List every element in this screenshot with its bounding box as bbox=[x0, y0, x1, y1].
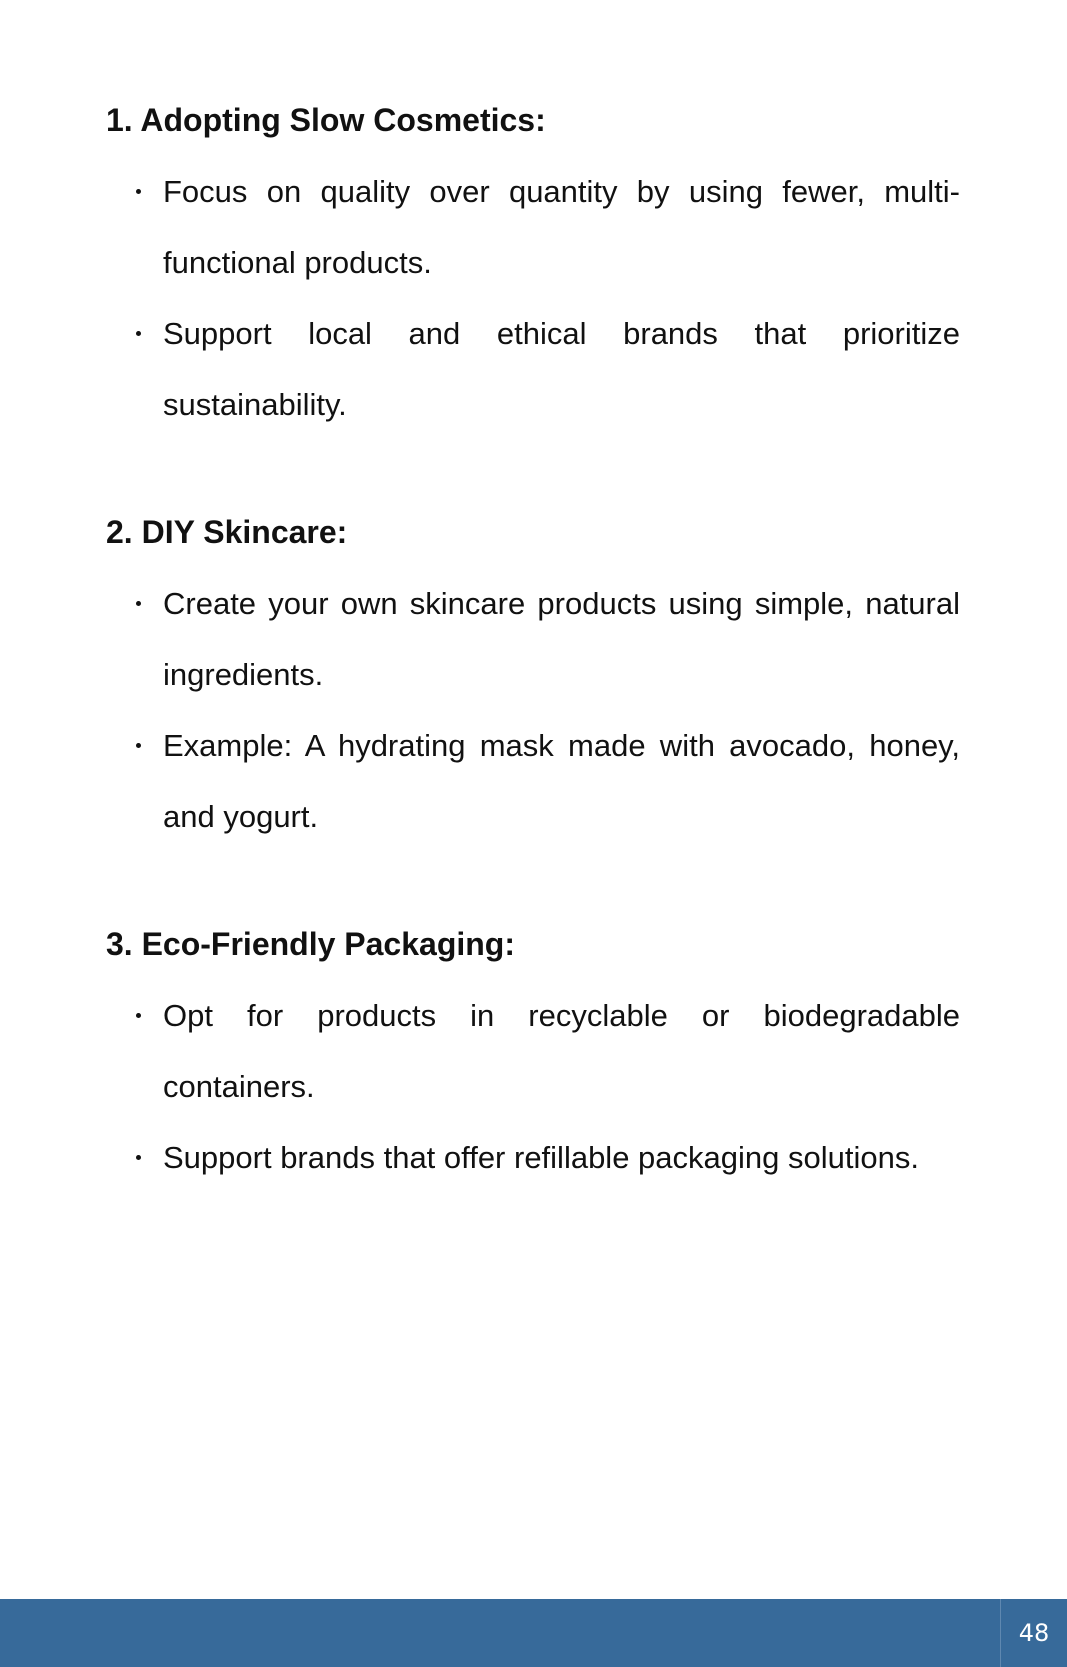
bullet-icon bbox=[136, 189, 141, 194]
section-diy-skincare bbox=[106, 508, 960, 852]
bullet-list bbox=[106, 156, 960, 440]
bullet-icon bbox=[136, 601, 141, 606]
section-heading: 3. Eco-Friendly Packaging: bbox=[106, 926, 515, 962]
bullet-list bbox=[106, 980, 960, 1193]
list-item-text: Focus on quality over quantity by using fewer, multi-functional products. bbox=[163, 174, 960, 280]
list-item bbox=[106, 710, 960, 852]
document-content bbox=[106, 96, 960, 1261]
bullet-icon bbox=[136, 1013, 141, 1018]
page-number: 48 bbox=[1000, 1599, 1067, 1667]
section-heading: 2. DIY Skincare: bbox=[106, 514, 348, 550]
list-item-text: Create your own skincare products using simple, natural ingredients. bbox=[163, 586, 960, 692]
list-item bbox=[106, 298, 960, 440]
list-item-text: Example: A hydrating mask made with avocado, honey, and yogurt. bbox=[163, 728, 960, 834]
list-item bbox=[106, 156, 960, 298]
list-item bbox=[106, 1122, 960, 1193]
list-item-text: Opt for products in recyclable or biodegradable containers. bbox=[163, 998, 960, 1104]
list-item-text: Support brands that offer refillable packaging solutions. bbox=[163, 1140, 919, 1175]
bullet-icon bbox=[136, 1155, 141, 1160]
list-item-text: Support local and ethical brands that prioritize sustainability. bbox=[163, 316, 960, 422]
list-item bbox=[106, 980, 960, 1122]
bullet-icon bbox=[136, 743, 141, 748]
bullet-icon bbox=[136, 331, 141, 336]
bullet-list bbox=[106, 568, 960, 852]
list-item bbox=[106, 568, 960, 710]
section-slow-cosmetics bbox=[106, 96, 960, 440]
section-heading: 1. Adopting Slow Cosmetics: bbox=[106, 102, 546, 138]
footer-bar bbox=[0, 1599, 1067, 1667]
section-eco-packaging bbox=[106, 920, 960, 1193]
